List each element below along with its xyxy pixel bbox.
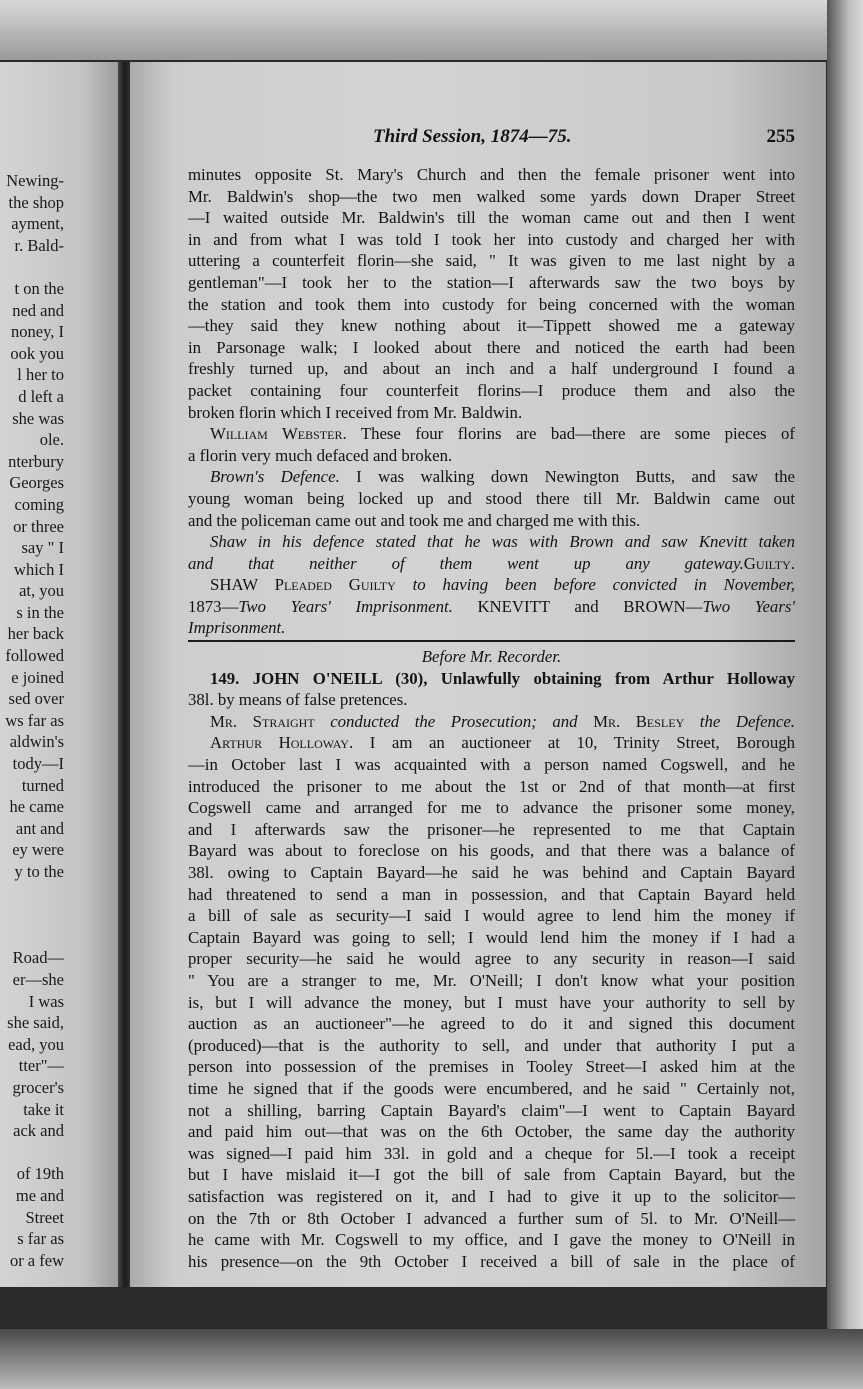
page-body — [188, 164, 795, 1272]
left-page-fragment: ook you — [10, 343, 64, 363]
opening-paragraph-line: broken florin which I received from Mr. Baldwin. — [188, 402, 523, 422]
left-page-fragment: followed — [5, 646, 64, 666]
holloway-testimony — [188, 754, 795, 1272]
sentence-defendant: SHAW — [210, 575, 258, 595]
brown-defence-line-3: and the policeman came out and took me and charged me with this. — [188, 510, 641, 530]
scan-backdrop-right — [827, 0, 863, 1389]
shaw-defence-line-1: Shaw in his defence stated that he was with Brown and saw Knevitt taken — [210, 532, 795, 552]
left-page-fragment: d left a — [18, 386, 64, 406]
testimony-line: " You are a stranger to me, Mr. O'Neill; I don't know what your position — [188, 970, 795, 990]
left-page-fragment: say " I — [21, 538, 64, 558]
sentence-line-2 — [188, 596, 795, 618]
left-page-fragment — [0, 1142, 64, 1164]
sentence-year: 1873— — [188, 596, 239, 616]
scan-backdrop-top — [0, 0, 863, 60]
left-page-fragment: which I — [14, 559, 64, 579]
sentence-term-2: Two Years' — [702, 596, 795, 616]
opening-paragraph-line: the station and took them into custody for being concerned with the woman — [188, 294, 795, 314]
left-page-fragment: Road— — [12, 948, 64, 968]
left-page-fragment: of 19th — [16, 1164, 64, 1184]
left-page-fragment: she said, — [7, 1013, 64, 1033]
sentence-defendants: KNEVITT and BROWN— — [477, 596, 703, 616]
opening-paragraph-line: —I waited outside Mr. Baldwin's till the woman came out and then I went — [188, 208, 795, 228]
testimony-line: Bayard was about to foreclose on his goods, and that there was a balance of — [188, 841, 795, 861]
opening-paragraph-line: in Parsonage walk; I looked about there and noticed the earth had been — [188, 337, 795, 357]
verdict: Guilty. — [743, 553, 795, 573]
counsel-line — [188, 711, 795, 733]
holloway-text-1: I am an auctioneer at 10, Trinity Street, Borough — [369, 733, 795, 753]
left-page-text — [0, 170, 64, 1271]
left-page-fragment: grocer's — [12, 1077, 64, 1097]
right-page — [130, 62, 826, 1287]
opening-paragraph-line: uttering a counterfeit florin—she said, " It was given to me last night by a — [188, 251, 795, 271]
page-number: 255 — [766, 126, 795, 147]
left-page-fragment: s far as — [17, 1229, 64, 1249]
sentence-text-1: to having been before convicted in November, — [412, 575, 795, 595]
left-page-fragment: me and — [15, 1185, 64, 1205]
left-page-fragment: y to the — [14, 862, 64, 881]
left-page-fragment: Newing- — [6, 171, 64, 190]
testimony-line: was signed—I paid him 33l. in gold and a cheque for 5l.—I took a receipt — [188, 1143, 795, 1163]
opening-paragraph-line: —they said they knew nothing about it—Tippett showed me a gateway — [188, 316, 795, 336]
testimony-line: person into possession of the premises in Tooley Street—I asked him at the — [188, 1057, 795, 1077]
left-page-fragment: coming — [14, 494, 64, 514]
defence-label: Brown's Defence. — [210, 467, 340, 487]
brown-defence-line-2: young woman being locked up and stood there till Mr. Baldwin came out — [188, 488, 795, 508]
left-page-fragment: aldwin's — [9, 732, 64, 752]
opening-paragraph — [188, 164, 795, 423]
testimony-line: —in October last I was acquainted with a person named Cogswell, and he — [188, 755, 795, 775]
sentence-line-3: Imprisonment. — [188, 618, 286, 638]
testimony-line: 38l. owing to Captain Bayard—he said he was behind and Captain Bayard — [188, 863, 795, 882]
court-heading: Before Mr. Recorder. — [421, 647, 562, 667]
left-page-fragment: her back — [7, 624, 64, 644]
left-page-fragment — [0, 926, 64, 948]
opening-paragraph-line: Mr. Baldwin's shop—the two men walked some yards down Draper Street — [188, 186, 795, 206]
witness-name: William Webster. — [210, 424, 347, 444]
left-page-fragment: ayment, — [11, 214, 64, 234]
left-page-fragment — [0, 256, 64, 278]
webster-text-1: These four florins are bad—there are some pieces of — [360, 424, 795, 444]
left-page-fragment: ant and — [15, 818, 64, 838]
testimony-line: time he signed that if the goods were encumbered, and he said " Certainly not, — [188, 1078, 795, 1098]
testimony-line: a bill of sale as security—I said I would agree to lend him the money if — [188, 906, 795, 926]
shaw-defence-text-2: and that neither of them went up any gateway. — [188, 553, 744, 573]
testimony-line: but I have mislaid it—I got the bill of sale from Captain Bayard, but the — [188, 1165, 795, 1185]
left-page — [0, 62, 118, 1287]
counsel-text-1: conducted the Prosecution; and — [330, 711, 578, 731]
left-page-fragment: ey were — [12, 840, 64, 860]
left-page-fragment: l her to — [17, 365, 64, 385]
left-page-fragment: ack and — [13, 1121, 64, 1141]
left-page-fragment: Street — [25, 1207, 64, 1227]
testimony-line: auction as an auctioneer"—he agreed to do it and signed this document — [188, 1014, 795, 1034]
brown-defence-line-1 — [188, 466, 795, 488]
left-page-fragment: or three — [13, 516, 64, 536]
opening-paragraph-line: packet containing four counterfeit florins—I produce them and also the — [188, 380, 795, 400]
testimony-line: his presence—on the 9th October I received a bill of sale in the place of — [188, 1251, 795, 1271]
prosecution-counsel: Mr. Straight — [210, 711, 315, 731]
testimony-line: he came with Mr. Cogswell to my office, and I gave the money to O'Neill in — [188, 1230, 795, 1250]
left-page-fragment: he came — [9, 797, 64, 817]
left-page-fragment: take it — [23, 1099, 64, 1119]
webster-testimony-line-1 — [188, 423, 795, 445]
left-page-fragment: I was — [28, 991, 64, 1011]
testimony-line: on the 7th or 8th October I advanced a further sum of 5l. to Mr. O'Neill— — [188, 1208, 795, 1228]
counsel-text-2: the Defence. — [699, 711, 795, 731]
running-title: Third Session, 1874—75. — [373, 126, 572, 147]
opening-paragraph-line: minutes opposite St. Mary's Church and then the female prisoner went into — [188, 165, 795, 184]
testimony-line: and I afterwards saw the prisoner—he represented to me that Captain — [188, 819, 795, 839]
left-page-fragment: ead, you — [8, 1034, 64, 1054]
left-page-fragment: er—she — [12, 969, 64, 989]
left-page-fragment: sed over — [8, 689, 64, 709]
left-page-fragment: ws far as — [5, 710, 64, 730]
sentence-line-1 — [188, 574, 795, 596]
left-page-fragment: ned and — [12, 300, 64, 320]
left-page-fragment: turned — [21, 775, 64, 795]
left-page-fragment — [0, 883, 64, 905]
left-page-fragment — [0, 904, 64, 926]
left-page-fragment: at, you — [19, 581, 64, 601]
left-page-fragment: noney, I — [11, 322, 64, 342]
defence-counsel: Mr. Besley — [593, 711, 685, 731]
left-page-fragment: or a few — [9, 1250, 64, 1270]
section-rule — [188, 640, 795, 642]
testimony-line: proper security—he said he would agree to any security in reason—I said — [188, 949, 795, 969]
left-page-fragment: she was — [12, 408, 64, 428]
testimony-line: not a shilling, barring Captain Bayard's claim"—I went to Captain Bayard — [188, 1100, 795, 1120]
holloway-testimony-first-line — [188, 732, 795, 754]
testimony-line: satisfaction was registered on it, and I had to give it up to the solicitor— — [188, 1186, 795, 1206]
opening-paragraph-line: gentleman"—I took her to the station—I afterwards saw the two boys by — [188, 272, 795, 292]
testimony-line: introduced the prisoner to me about the 1st or 2nd of that month—at first — [188, 776, 795, 796]
testimony-line: Cogswell came and arranged for me to advance the prisoner some money, — [188, 798, 795, 818]
testimony-line: and paid him out—that was on the 6th October, the same day the authority — [188, 1122, 795, 1142]
testimony-line: is, but I will advance the money, but I must have your authority to sell by — [188, 992, 795, 1012]
left-page-fragment: Georges — [9, 473, 64, 493]
testimony-line: Captain Bayard was going to sell; I would lend him the money if I had a — [188, 927, 795, 947]
testimony-line: (produced)—that is the authority to sell, and under that authority I put a — [188, 1035, 795, 1055]
left-page-fragment: tter"— — [18, 1056, 64, 1076]
left-page-fragment: e joined — [11, 667, 64, 687]
opening-paragraph-line: freshly turned up, and about an inch and a half underground I found a — [188, 359, 795, 379]
page-header — [188, 126, 795, 150]
witness-holloway: Arthur Holloway. — [210, 733, 354, 753]
opening-paragraph-line: in and from what I was told I took her into custody and charged her with — [188, 229, 795, 249]
brown-defence-text-1: I was walking down Newington Butts, and saw the — [356, 467, 796, 487]
left-page-fragment: tody—I — [12, 754, 64, 774]
left-page-fragment: s in the — [16, 602, 64, 622]
left-page-fragment: ole. — [39, 430, 64, 450]
left-page-fragment: nterbury — [8, 451, 64, 471]
plea: Pleaded Guilty — [274, 575, 396, 595]
webster-testimony-line-2: a florin very much defaced and broken. — [188, 445, 453, 465]
case-heading-line-1: 149. JOHN O'NEILL (30), Unlawfully obtaining from Arthur Holloway — [210, 668, 795, 688]
testimony-line: had threatened to send a man in possession, and that Captain Bayard held — [188, 884, 795, 904]
shaw-defence-line-2 — [188, 553, 795, 575]
case-heading-line-2: 38l. by means of false pretences. — [188, 690, 408, 710]
sentence-term-1: Two Years' Imprisonment. — [238, 596, 453, 616]
left-page-fragment: the shop — [8, 192, 64, 212]
scan-backdrop-bottom — [0, 1329, 863, 1389]
left-page-fragment: t on the — [14, 278, 64, 298]
left-page-fragment: r. Bald- — [14, 235, 64, 255]
